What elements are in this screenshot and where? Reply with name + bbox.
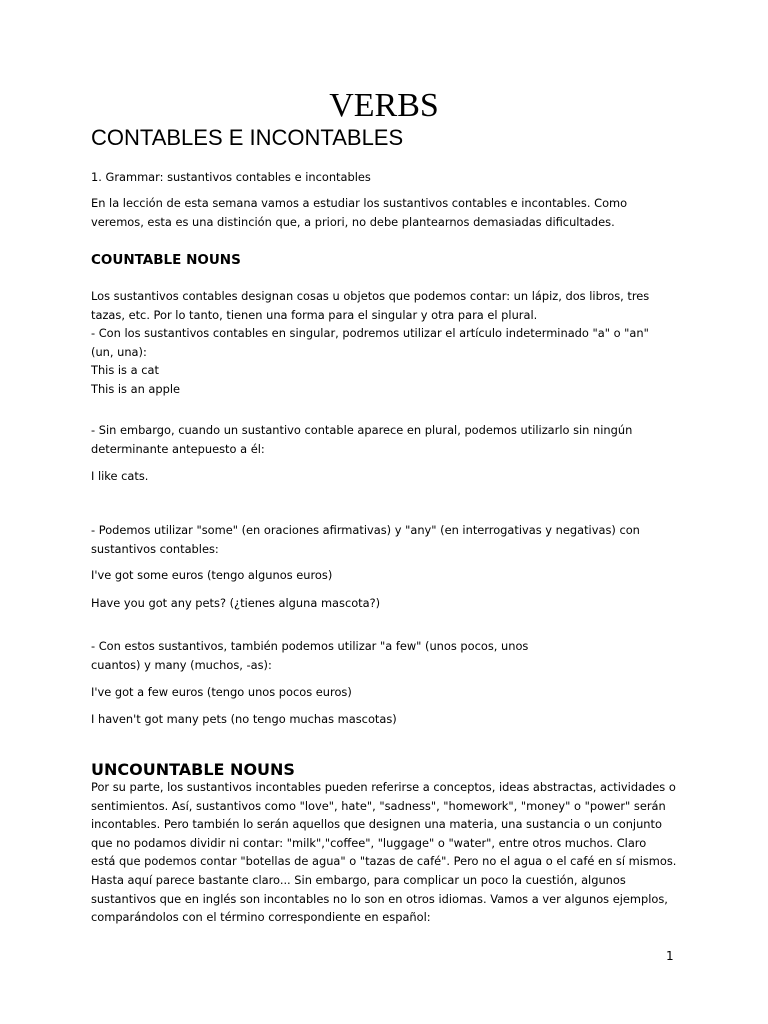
- countable-example-4: I've got a few euros (tengo unos pocos euros): [91, 685, 352, 699]
- countable-paragraph-4: - Con estos sustantivos, también podemos utilizar "a few" (unos pocos, unos cuantos) y many (muchos, -as):: [91, 639, 529, 672]
- countable-paragraph-1: Los sustantivos contables designan cosas u objetos que podemos contar: un lápiz, dos libros, tres tazas, etc. Por lo tanto, tienen una forma para el singular y otra para el plural. - Con los sustantivos contables en singular, podremos utilizar el artículo indeterminado "a" o "an" (un, una): This is a cat This is an apple: [91, 289, 650, 396]
- countable-paragraph-2: - Sin embargo, cuando un sustantivo contable aparece en plural, podemos utilizarlo sin ningún determinante antepuesto a él:: [91, 423, 633, 456]
- uncountable-nouns-heading: UNCOUNTABLE NOUNS: [91, 760, 295, 779]
- grammar-heading: 1. Grammar: sustantivos contables e incontables: [91, 170, 371, 184]
- page-subtitle: CONTABLES E INCONTABLES: [91, 125, 404, 150]
- countable-nouns-heading: COUNTABLE NOUNS: [91, 252, 241, 268]
- countable-example-1: I like cats.: [91, 469, 149, 483]
- page-title: VERBS: [329, 87, 439, 124]
- countable-example-2: I've got some euros (tengo algunos euros): [91, 568, 333, 582]
- countable-paragraph-3: - Podemos utilizar "some" (en oraciones afirmativas) y "any" (en interrogativas y negativas) con sustantivos contables:: [91, 523, 640, 556]
- countable-example-5: I haven't got many pets (no tengo muchas mascotas): [91, 712, 397, 726]
- page-number: 1: [666, 949, 674, 963]
- intro-paragraph: En la lección de esta semana vamos a estudiar los sustantivos contables e incontables. Como veremos, esta es una distinción que, a priori, no debe plantearnos demasiadas dificultades.: [91, 196, 628, 229]
- countable-example-3: Have you got any pets? (¿tienes alguna mascota?): [91, 596, 381, 610]
- uncountable-paragraph-1: Por su parte, los sustantivos incontables pueden referirse a conceptos, ideas abstractas, actividades o sentimientos. Así, sustantivos como "love", hate", "sadness", "homework", "money" o "power" serán incontables. Pero también lo serán aquellos que designen una materia, una sustancia o un conjunto que no podamos dividir ni contar: "milk","coffee", "luggage" o "water", entre otros muchos. Claro está que podemos contar "botellas de agua" o "tazas de café". Pero no el agua o el café en sí mismos. Hasta aquí parece bastante claro... Sin embargo, para complicar un poco la cuestión, algunos sustantivos que en inglés son incontables no lo son en otros idiomas. Vamos a ver algunos ejemplos, comparándolos con el término correspondiente en español:: [91, 780, 677, 925]
